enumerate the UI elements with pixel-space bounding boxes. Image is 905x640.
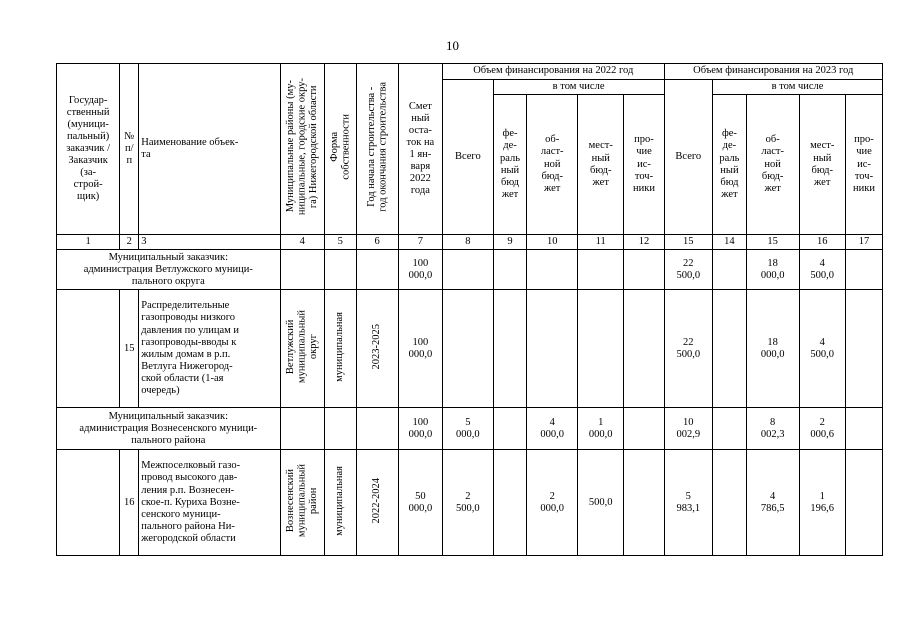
table-row xyxy=(57,408,883,450)
f22-total-cell: 2 500,0 xyxy=(443,450,494,556)
hdr-remainder: Смет ный оста- ток на 1 ян- варя 2022 года xyxy=(398,64,442,235)
f23-other-cell xyxy=(845,450,882,556)
hdr-2023-including: в том числе xyxy=(713,80,883,95)
hdr-num: № п/п xyxy=(120,64,139,235)
f22-federal-cell xyxy=(493,290,527,408)
ownership-text: муниципальная xyxy=(334,311,346,382)
f23-total-cell: 5 983,1 xyxy=(664,450,713,556)
hdr-ownership-text: Форма собственности xyxy=(328,114,352,180)
column-number-row xyxy=(57,235,883,250)
col-number: 16 xyxy=(799,235,845,250)
f23-local-cell: 2 000,6 xyxy=(799,408,845,450)
f23-total-cell: 22 500,0 xyxy=(664,250,713,290)
hdr-2023-federal: фе- де- раль ный бюд жет xyxy=(713,95,747,235)
col-number: 3 xyxy=(139,235,280,250)
f23-regional-cell: 8 002,3 xyxy=(746,408,799,450)
f23-other-cell xyxy=(845,408,882,450)
empty-cell xyxy=(57,290,120,408)
district-text: Ветлужский муниципальный округ xyxy=(284,310,320,384)
hdr-2023-local: мест- ный бюд- жет xyxy=(799,95,845,235)
years-text: 2023-2025 xyxy=(371,323,383,370)
f22-total-cell xyxy=(443,290,494,408)
remainder-cell: 100 000,0 xyxy=(398,290,442,408)
f22-regional-cell xyxy=(527,250,578,290)
f23-local-cell: 4 500,0 xyxy=(799,290,845,408)
f23-federal-cell xyxy=(713,450,747,556)
f22-regional-cell: 4 000,0 xyxy=(527,408,578,450)
hdr-fin-2023: Объем финансирования на 2023 год xyxy=(664,64,882,80)
hdr-2022-total: Всего xyxy=(443,80,494,235)
hdr-2023-other: про- чие ис- точ- ники xyxy=(845,95,882,235)
empty-cell xyxy=(324,408,356,450)
f22-total-cell xyxy=(443,250,494,290)
f23-local-cell: 4 500,0 xyxy=(799,250,845,290)
col-number: 15 xyxy=(746,235,799,250)
table-row xyxy=(57,250,883,290)
f22-total-cell: 5 000,0 xyxy=(443,408,494,450)
empty-cell xyxy=(57,450,120,556)
customer-cell: Муниципальный заказчик: администрация Ветлужского муници- пального округа xyxy=(57,250,281,290)
f23-other-cell xyxy=(845,290,882,408)
table-row xyxy=(57,450,883,556)
hdr-district xyxy=(280,64,324,235)
ownership-cell xyxy=(324,450,356,556)
col-number: 14 xyxy=(713,235,747,250)
f23-federal-cell xyxy=(713,408,747,450)
f22-other-cell xyxy=(624,250,664,290)
f22-other-cell xyxy=(624,408,664,450)
remainder-cell: 100 000,0 xyxy=(398,250,442,290)
f22-local-cell xyxy=(578,250,624,290)
col-number: 15 xyxy=(664,235,713,250)
hdr-2023-regional: об- ласт- ной бюд- жет xyxy=(746,95,799,235)
hdr-fin-2022: Объем финансирования на 2022 год xyxy=(443,64,665,80)
hdr-name: Наименование объек- та xyxy=(139,64,280,235)
empty-cell xyxy=(324,250,356,290)
hdr-district-text: Муниципальные районы (му- ниципальные, городские окру- га) Нижегородской области xyxy=(284,78,320,216)
f23-local-cell: 1 196,6 xyxy=(799,450,845,556)
f22-other-cell xyxy=(624,450,664,556)
hdr-2022-including: в том числе xyxy=(493,80,664,95)
hdr-2023-total: Всего xyxy=(664,80,713,235)
f23-regional-cell: 18 000,0 xyxy=(746,290,799,408)
f22-regional-cell: 2 000,0 xyxy=(527,450,578,556)
years-text: 2022-2024 xyxy=(371,477,383,524)
col-number: 1 xyxy=(57,235,120,250)
hdr-2022-regional: об- ласт- ной бюд- жет xyxy=(527,95,578,235)
hdr-2022-other: про- чие ис- точ- ники xyxy=(624,95,664,235)
object-name-cell: Распределительные газопроводы низкого давления по улицам и газопроводы-вводы к жилым домам в р.п. Ветлуга Нижегород- ской области (1-ая очередь) xyxy=(139,290,280,408)
f22-federal-cell xyxy=(493,450,527,556)
f22-federal-cell xyxy=(493,408,527,450)
col-number: 2 xyxy=(120,235,139,250)
ownership-text: муниципальная xyxy=(334,465,346,536)
col-number: 8 xyxy=(443,235,494,250)
f23-regional-cell: 18 000,0 xyxy=(746,250,799,290)
ownership-cell xyxy=(324,290,356,408)
hdr-years-text: Год начала строительства - год окончания строительства xyxy=(365,82,389,212)
remainder-cell: 100 000,0 xyxy=(398,408,442,450)
years-cell xyxy=(356,290,398,408)
financing-table xyxy=(56,63,883,556)
f22-regional-cell xyxy=(527,290,578,408)
col-number: 5 xyxy=(324,235,356,250)
f23-federal-cell xyxy=(713,290,747,408)
hdr-customer: Государ- ственный (муници- пальный) заказчик / Заказчик (за- строй- щик) xyxy=(57,64,120,235)
col-number: 7 xyxy=(398,235,442,250)
empty-cell xyxy=(356,408,398,450)
empty-cell xyxy=(280,408,324,450)
f22-local-cell: 1 000,0 xyxy=(578,408,624,450)
district-cell xyxy=(280,290,324,408)
col-number: 11 xyxy=(578,235,624,250)
f23-total-cell: 22 500,0 xyxy=(664,290,713,408)
f22-local-cell xyxy=(578,290,624,408)
hdr-years xyxy=(356,64,398,235)
customer-cell: Муниципальный заказчик: администрация Вознесенского муници- пального района xyxy=(57,408,281,450)
header-row-1 xyxy=(57,64,883,80)
remainder-cell: 50 000,0 xyxy=(398,450,442,556)
hdr-ownership xyxy=(324,64,356,235)
col-number: 17 xyxy=(845,235,882,250)
col-number: 9 xyxy=(493,235,527,250)
empty-cell xyxy=(280,250,324,290)
col-number: 6 xyxy=(356,235,398,250)
f23-total-cell: 10 002,9 xyxy=(664,408,713,450)
years-cell xyxy=(356,450,398,556)
f22-local-cell: 500,0 xyxy=(578,450,624,556)
num-cell: 15 xyxy=(120,290,139,408)
num-cell: 16 xyxy=(120,450,139,556)
district-cell xyxy=(280,450,324,556)
f23-federal-cell xyxy=(713,250,747,290)
f22-federal-cell xyxy=(493,250,527,290)
col-number: 12 xyxy=(624,235,664,250)
col-number: 4 xyxy=(280,235,324,250)
empty-cell xyxy=(356,250,398,290)
f23-regional-cell: 4 786,5 xyxy=(746,450,799,556)
col-number: 10 xyxy=(527,235,578,250)
district-text: Вознесенский муниципальный район xyxy=(284,464,320,538)
page-number: 10 xyxy=(446,38,459,53)
object-name-cell: Межпоселковый газо- провод высокого дав- ления р.п. Вознесен- ское-п. Куриха Возне- сенского муници- пального района Ни- жегородской области xyxy=(139,450,280,556)
hdr-2022-local: мест- ный бюд- жет xyxy=(578,95,624,235)
f22-other-cell xyxy=(624,290,664,408)
hdr-2022-federal: фе- де- раль ный бюд жет xyxy=(493,95,527,235)
table-row xyxy=(57,290,883,408)
f23-other-cell xyxy=(845,250,882,290)
